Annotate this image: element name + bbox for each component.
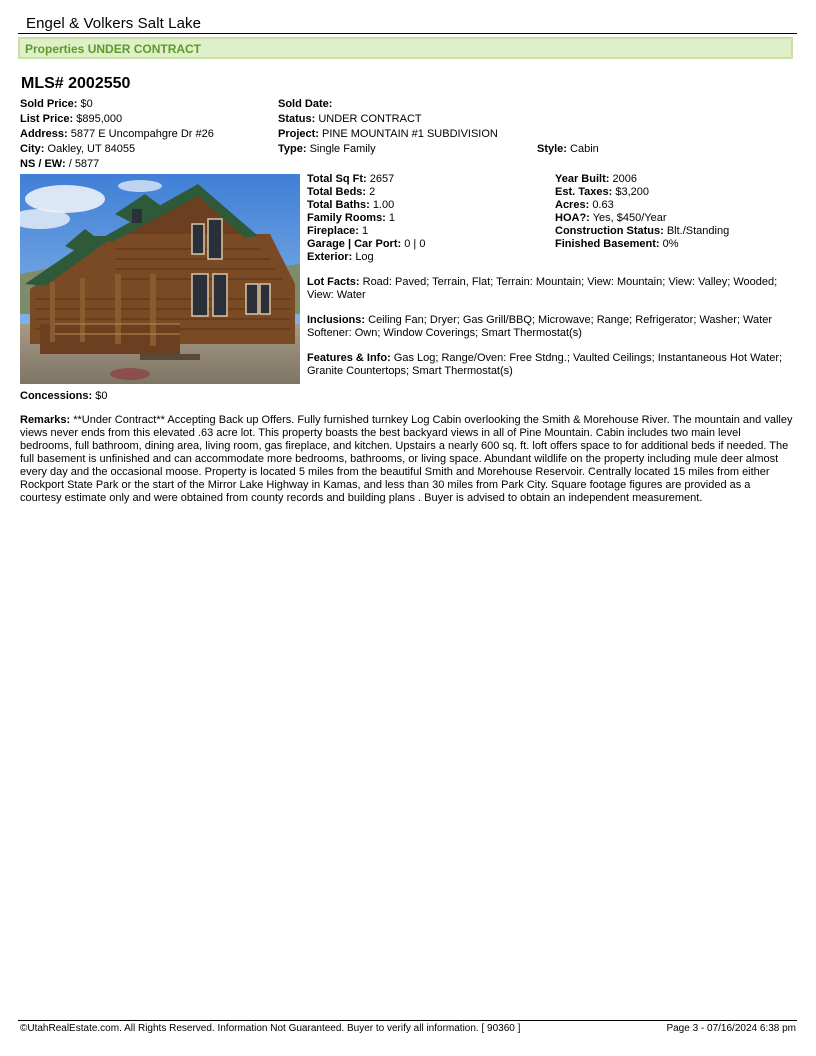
total-baths: Total Baths: 1.00 (307, 199, 395, 211)
fireplace: Fireplace: 1 (307, 225, 369, 237)
features-info: Features & Info: Gas Log; Range/Oven: Free Stdng.; Vaulted Ceilings; Instantaneous Hot Water; Granite Countertops; Smart Thermostat(s) (307, 352, 783, 377)
brokerage-name: Engel & Volkers Salt Lake (26, 15, 202, 32)
acres: Acres: 0.63 (555, 199, 614, 211)
remarks: Remarks: **Under Contract** Accepting Back up Offers. Fully furnished turnkey Log Cabin overlooking the Smith & Morehouse River. The mountain and valley views never ends from this elevated .63 acre lot. This property boasts the best backyard views in all of Pine Mountain. Cabin includes two main level bedrooms, full bathroom, dining area, living room, gas fireplace, and kitchen. Upstairs a nearly 600 sq. ft. loft offers space to for additional beds if needed. The full basement is unfinished and can accommodate more bedrooms, bathrooms, or living space. Abundant wildlife on the property including mule deer almost every day and the occasional moose. Property is located 5 miles from the beautiful Smith and Morehouse Reservoir. Centrally located 15 miles from either Rockport State Park or the start of the Mirror Lake Highway in Kamas, and less than 30 miles from Park City. Square footage figures are provided as a courtesy estimate only and were obtained from county records and building plans . Buyer is advised to obtain an independent measurement. (20, 414, 793, 504)
year-built: Year Built: 2006 (555, 173, 637, 185)
status-banner (18, 37, 793, 59)
inclusions: Inclusions: Ceiling Fan; Dryer; Gas Grill/BBQ; Microwave; Range; Refrigerator; Washer; Water Softener: Own; Window Coverings; Smart Thermostat(s) (307, 314, 772, 339)
construction-status: Construction Status: Blt./Standing (555, 225, 730, 237)
property-type: Type: Single Family (278, 143, 376, 155)
list-price: List Price: $895,000 (20, 113, 123, 125)
property-photo (20, 174, 300, 384)
footer-page-info: Page 3 - 07/16/2024 6:38 pm (666, 1023, 796, 1034)
garage-car-port: Garage | Car Port: 0 | 0 (307, 238, 426, 250)
style: Style: Cabin (537, 143, 599, 155)
city: City: Oakley, UT 84055 (20, 143, 136, 155)
exterior: Exterior: Log (307, 251, 374, 263)
header-divider (18, 33, 797, 34)
footer-divider (18, 1020, 797, 1021)
lot-facts: Lot Facts: Road: Paved; Terrain, Flat; Terrain: Mountain; View: Mountain; View: Valley; Wooded; View: Water (307, 276, 778, 301)
project: Project: PINE MOUNTAIN #1 SUBDIVISION (278, 128, 498, 140)
total-beds: Total Beds: 2 (307, 186, 376, 198)
total-sq-ft: Total Sq Ft: 2657 (307, 173, 395, 185)
sold-date: Sold Date: (278, 98, 333, 110)
finished-basement: Finished Basement: 0% (555, 238, 679, 250)
est-taxes: Est. Taxes: $3,200 (555, 186, 649, 198)
mls-number: MLS# 2002550 (21, 75, 131, 92)
concessions: Concessions: $0 (20, 390, 108, 402)
sold-price: Sold Price: $0 (20, 98, 93, 110)
address: Address: 5877 E Uncompahgre Dr #26 (20, 128, 214, 140)
footer-copyright: ©UtahRealEstate.com. All Rights Reserved. Information Not Guaranteed. Buyer to verify all information. [ 90360 ] (20, 1023, 521, 1034)
status-banner-text: Properties UNDER CONTRACT (25, 42, 202, 56)
hoa: HOA?: Yes, $450/Year (555, 212, 667, 224)
ns-ew: NS / EW: / 5877 (20, 158, 100, 170)
status: Status: UNDER CONTRACT (278, 113, 422, 125)
family-rooms: Family Rooms: 1 (307, 212, 396, 224)
